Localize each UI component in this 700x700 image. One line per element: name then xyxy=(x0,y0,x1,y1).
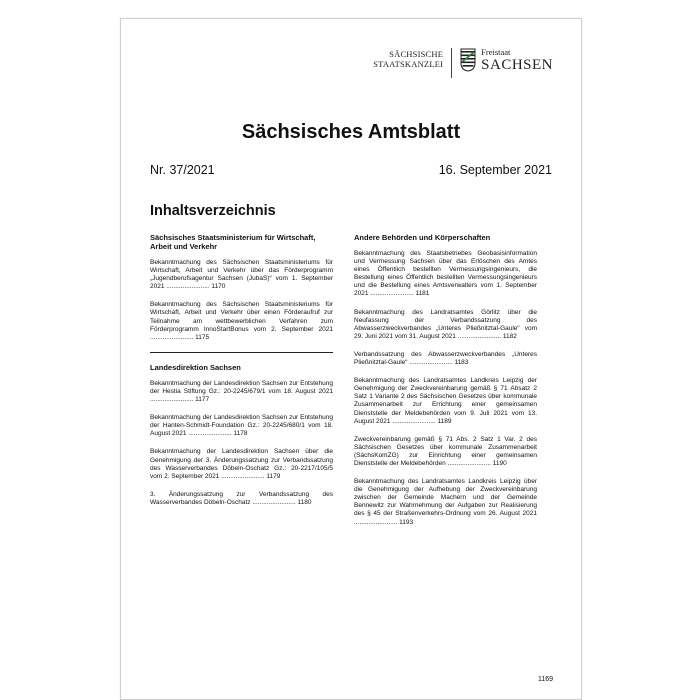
toc-right-column xyxy=(354,233,537,537)
staatskanzlei-line2: STAATSKANZLEI xyxy=(373,59,444,69)
toc-left-column xyxy=(150,233,333,517)
document-title: Sächsisches Amtsblatt xyxy=(241,121,461,143)
sachsen-text: SACHSEN xyxy=(481,57,553,73)
issue-date: 16. September 2021 xyxy=(438,163,552,177)
section-title-landesdirektion: Landesdirektion Sachsen xyxy=(150,362,241,372)
section-title-smwa: Sächsisches Staatsministerium für Wirtschaft, Arbeit und Verkehr xyxy=(150,233,316,251)
toc-entry[interactable]: Bekanntmachung der Landesdirektion Sachsen über die Genehmigung der 3. Änderungssatzung zur Verbandssatzung des Wasserverbandes Döbeln-Oschatz Gz.: 20-2217/105/5 vom 2. September 2021 ........................ 1179 xyxy=(150,448,333,480)
saxony-crest-icon xyxy=(460,48,476,72)
toc-entry[interactable]: Bekanntmachung des Landratsamtes Görlitz über die Neufassung der Verbandssatzung des Abwasserzweckverbandes „Unteres Pließnitztal-Gaule“ vom 29. Juni 2021 vom 31. August 2021 ........................ 1182 xyxy=(354,308,537,340)
toc-entry[interactable]: Bekanntmachung des Landratsamtes Landkreis Leipzig der Genehmigung der Zweckvereinbarung gemäß § 71 Absatz 2 Satz 1 Variante 2 des Sächsischen Gesetzes über kommunale Zusammenarbeit zur Errichtung einer gemeinsamen Dienststelle der Meldebehörden vom 9. Juli 2021 vom 13. August 2021 ........................ 1189 xyxy=(354,377,537,425)
toc-entry[interactable]: Verbandssatzung des Abwasserzweckverbandes „Unteres Pließnitztal-Gaule“ ........................ 1183 xyxy=(354,350,537,367)
section-title-andere-behoerden: Andere Behörden und Körperschaften xyxy=(354,233,491,242)
toc-entry[interactable]: Bekanntmachung der Landesdirektion Sachsen zur Entstehung der Hestia Stiftung Gz.: 20-2245/679/1 vom 18. August 2021 ........................ 1177 xyxy=(150,379,333,404)
document-page xyxy=(120,18,582,700)
toc-entry[interactable]: Bekanntmachung des Sächsischen Staatsministeriums für Wirtschaft, Arbeit und Verkehr über einen Förderaufruf zur Teilnahme am wettbewerblichen Verfahren zum Förderprogramm InnoStartBonus vom 2. September 2021 ........................ 1175 xyxy=(150,301,333,341)
logo-divider xyxy=(451,48,452,78)
toc-entry[interactable]: Bekanntmachung des Landratsamtes Landkreis Leipzig über die Genehmigung der Aufhebung der Zweckvereinbarung zwischen der Gemeinde Machern und der Gemeinde Bennewitz zur Wahrnehmung der Aufgaben zur Realisierung des § 45 der Straßenverkehrs-Ordnung vom 26. August 2021 ........................ 1193 xyxy=(354,478,537,526)
toc-entry[interactable]: 3. Änderungssatzung zur Verbandssatzung des Wasserverbandes Döbeln-Oschatz ........................ 1180 xyxy=(150,490,333,506)
issue-number: Nr. 37/2021 xyxy=(150,163,215,177)
toc-entry[interactable]: Bekanntmachung des Staatsbetriebes Geobasisinformation und Vermessung Sachsen über das Erlöschen des Amtes eines Öffentlich bestellten Vermessungsingenieurs, die Bestellung eines Öffentlich bestellten Vermessungsingenieurs und die Bestellung eines Amtsverwalters vom 1. September 2021 ........................ 1181 xyxy=(354,250,537,298)
staatskanzlei-line1: SÄCHSISCHE xyxy=(389,49,444,59)
staatskanzlei-wordmark xyxy=(373,49,443,69)
toc-entry[interactable]: Bekanntmachung der Landesdirektion Sachsen zur Entstehung der Hanten-Schmidt-Foundation Gz.: 20-2245/680/1 vom 18. August 2021 ........................ 1178 xyxy=(150,414,333,438)
toc-entry[interactable]: Zweckvereinbarung gemäß § 71 Abs. 2 Satz 1 Var. 2 des Sächsischen Gesetzes über kommunale Zusammenarbeit (SächsKomZG) zur Einrichtung einer gemeinsamen Dienststelle der Meldebehörden ........................ 1190 xyxy=(354,435,537,467)
page-number: 1169 xyxy=(537,676,553,683)
toc-heading: Inhaltsverzeichnis xyxy=(150,203,276,219)
freistaat-text: Freistaat xyxy=(481,47,511,57)
section-divider xyxy=(150,352,333,353)
toc-entry[interactable]: Bekanntmachung des Sächsischen Staatsministeriums für Wirtschaft, Arbeit und Verkehr über das Förderprogramm „Jugendberufsagentur Sachsen (JubaS)“ vom 1. September 2021 ........................ 1170 xyxy=(150,259,333,291)
freistaat-sachsen-wordmark xyxy=(481,48,553,73)
sachsen-logo xyxy=(373,48,553,78)
